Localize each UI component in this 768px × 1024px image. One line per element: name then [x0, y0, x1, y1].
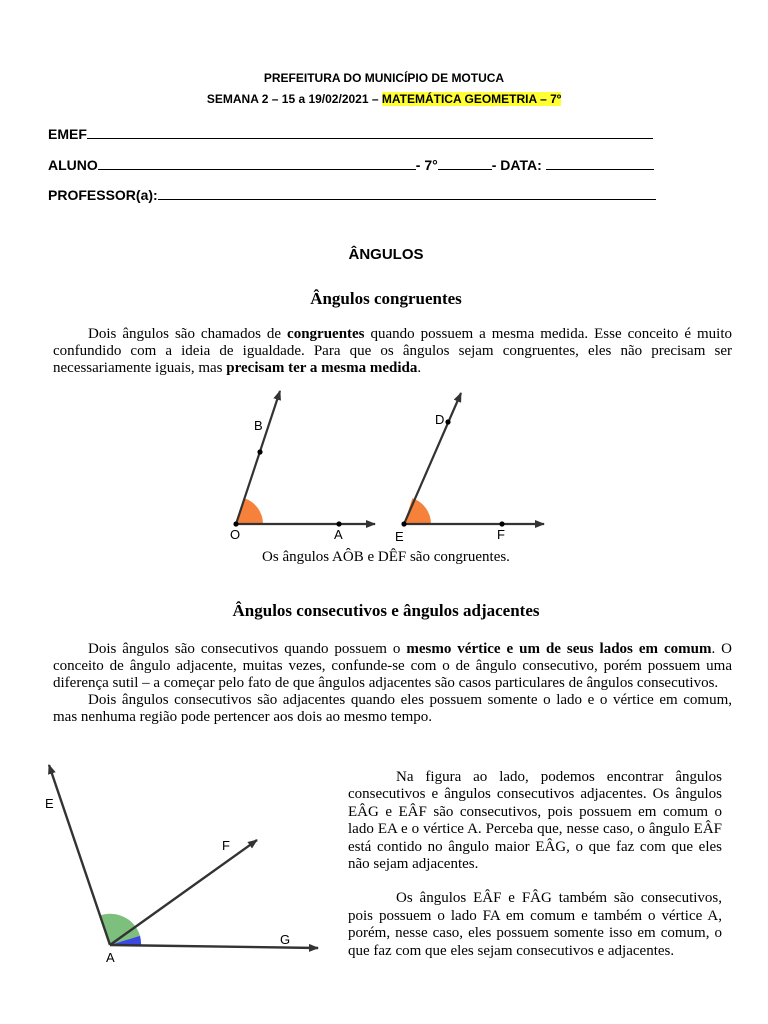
- label-e-2: E: [45, 796, 54, 811]
- label-b: B: [254, 418, 263, 433]
- label-o: O: [230, 527, 241, 542]
- label-a-2: A: [106, 950, 115, 965]
- point-f: [499, 521, 504, 526]
- header-subject-highlight: MATEMÁTICA GEOMETRIA – 7º: [381, 92, 562, 106]
- term-mesmo-vertice: mesmo vértice e um de seus lados em comum: [406, 641, 712, 657]
- professor-label: PROFESSOR(a):: [48, 187, 158, 203]
- professor-blank[interactable]: [158, 186, 656, 200]
- section2-title: Ângulos consecutivos e ângulos adjacentes: [232, 601, 540, 620]
- section1-paragraph: Dois ângulos são chamados de congruentes quando possuem a mesma medida. Esse conceito é muito confundido com a ideia de igualdade. Para que os ângulos sejam congruentes, eles não precisam ser necessariamente iguais, mas precisam ter a mesma medida.: [53, 326, 732, 376]
- angle-def-arc: [404, 498, 431, 524]
- label-g: G: [280, 932, 291, 947]
- term-mesma-medida: precisam ter a mesma medida: [226, 360, 418, 376]
- label-e: E: [395, 529, 404, 544]
- point-d: [445, 419, 450, 424]
- label-a: A: [334, 527, 343, 542]
- emef-field: [48, 125, 653, 142]
- vertex-o: [233, 521, 238, 526]
- emef-blank[interactable]: [87, 125, 653, 139]
- figure2-explanation: [348, 769, 722, 960]
- aluno-blank[interactable]: [98, 156, 416, 170]
- section1-title: Ângulos congruentes: [310, 289, 462, 308]
- main-title: ÂNGULOS: [348, 246, 424, 263]
- label-d: D: [435, 412, 445, 427]
- label-f: F: [497, 527, 505, 542]
- consecutive-angles-figure: [35, 760, 335, 970]
- point-b: [257, 449, 262, 454]
- ray-af: [110, 840, 257, 945]
- angle-aob: [230, 391, 375, 542]
- aluno-field: [48, 156, 654, 173]
- section2-paragraph-2: Dois ângulos consecutivos são adjacentes quando eles possuem somente o lado e o vértice em comum, mas nenhuma região pode pertencer aos dois ao mesmo tempo.: [53, 692, 732, 725]
- ray-ae: [49, 765, 110, 945]
- term-congruentes: congruentes: [287, 326, 365, 342]
- ray-ed: [404, 393, 461, 524]
- header-line-2: [0, 92, 768, 106]
- label-f-2: F: [222, 838, 230, 853]
- serie-label: - 7°: [415, 157, 438, 173]
- emef-label: EMEF: [48, 126, 87, 142]
- vertex-e: [401, 521, 406, 526]
- professor-field: [48, 186, 656, 203]
- section2-paragraph-1: Dois ângulos são consecutivos quando possuem o mesmo vértice e um de seus lados em comum. O conceito de ângulo adjacente, muitas vezes, confunde-se com o de ângulo consecutivo, porém possuem uma diferença sutil – a começar pelo fato de que ângulos adjacentes são casos particulares de ângulos consecutivos.: [53, 641, 732, 691]
- angle-def: [395, 393, 544, 544]
- data-blank[interactable]: [546, 156, 654, 170]
- section2-paragraphs: [53, 641, 732, 726]
- side-paragraph-2: Os ângulos EÂF e FÂG também são consecutivos, pois possuem o lado FA em comum e também o vértice A, porém, nesse caso, eles possuem somente isso em comum, o que faz com que eles sejam consecutivos e adjacentes.: [348, 890, 722, 959]
- serie-blank[interactable]: [438, 156, 492, 170]
- header-week: SEMANA 2 – 15 a 19/02/2021 –: [206, 92, 382, 106]
- side-paragraph-1: Na figura ao lado, podemos encontrar ângulos consecutivos e ângulos consecutivos adjacentes. Os ângulos EÂG e EÂF são consecutivos, pois possuem em comum o lado EA e o vértice A. Perceba que, nesse caso, o ângulo EÂF está contido no ângulo maior EÂG, o que faz com que eles não sejam adjacentes.: [348, 769, 722, 873]
- congruent-angles-figure: [220, 388, 560, 548]
- ray-ob: [236, 391, 280, 524]
- point-a: [336, 521, 341, 526]
- data-label: - DATA:: [491, 157, 542, 173]
- header-line-1: PREFEITURA DO MUNICÍPIO DE MOTUCA: [263, 71, 505, 85]
- aluno-label: ALUNO: [48, 157, 98, 173]
- figure1-caption: Os ângulos AÔB e DÊF são congruentes.: [262, 549, 510, 565]
